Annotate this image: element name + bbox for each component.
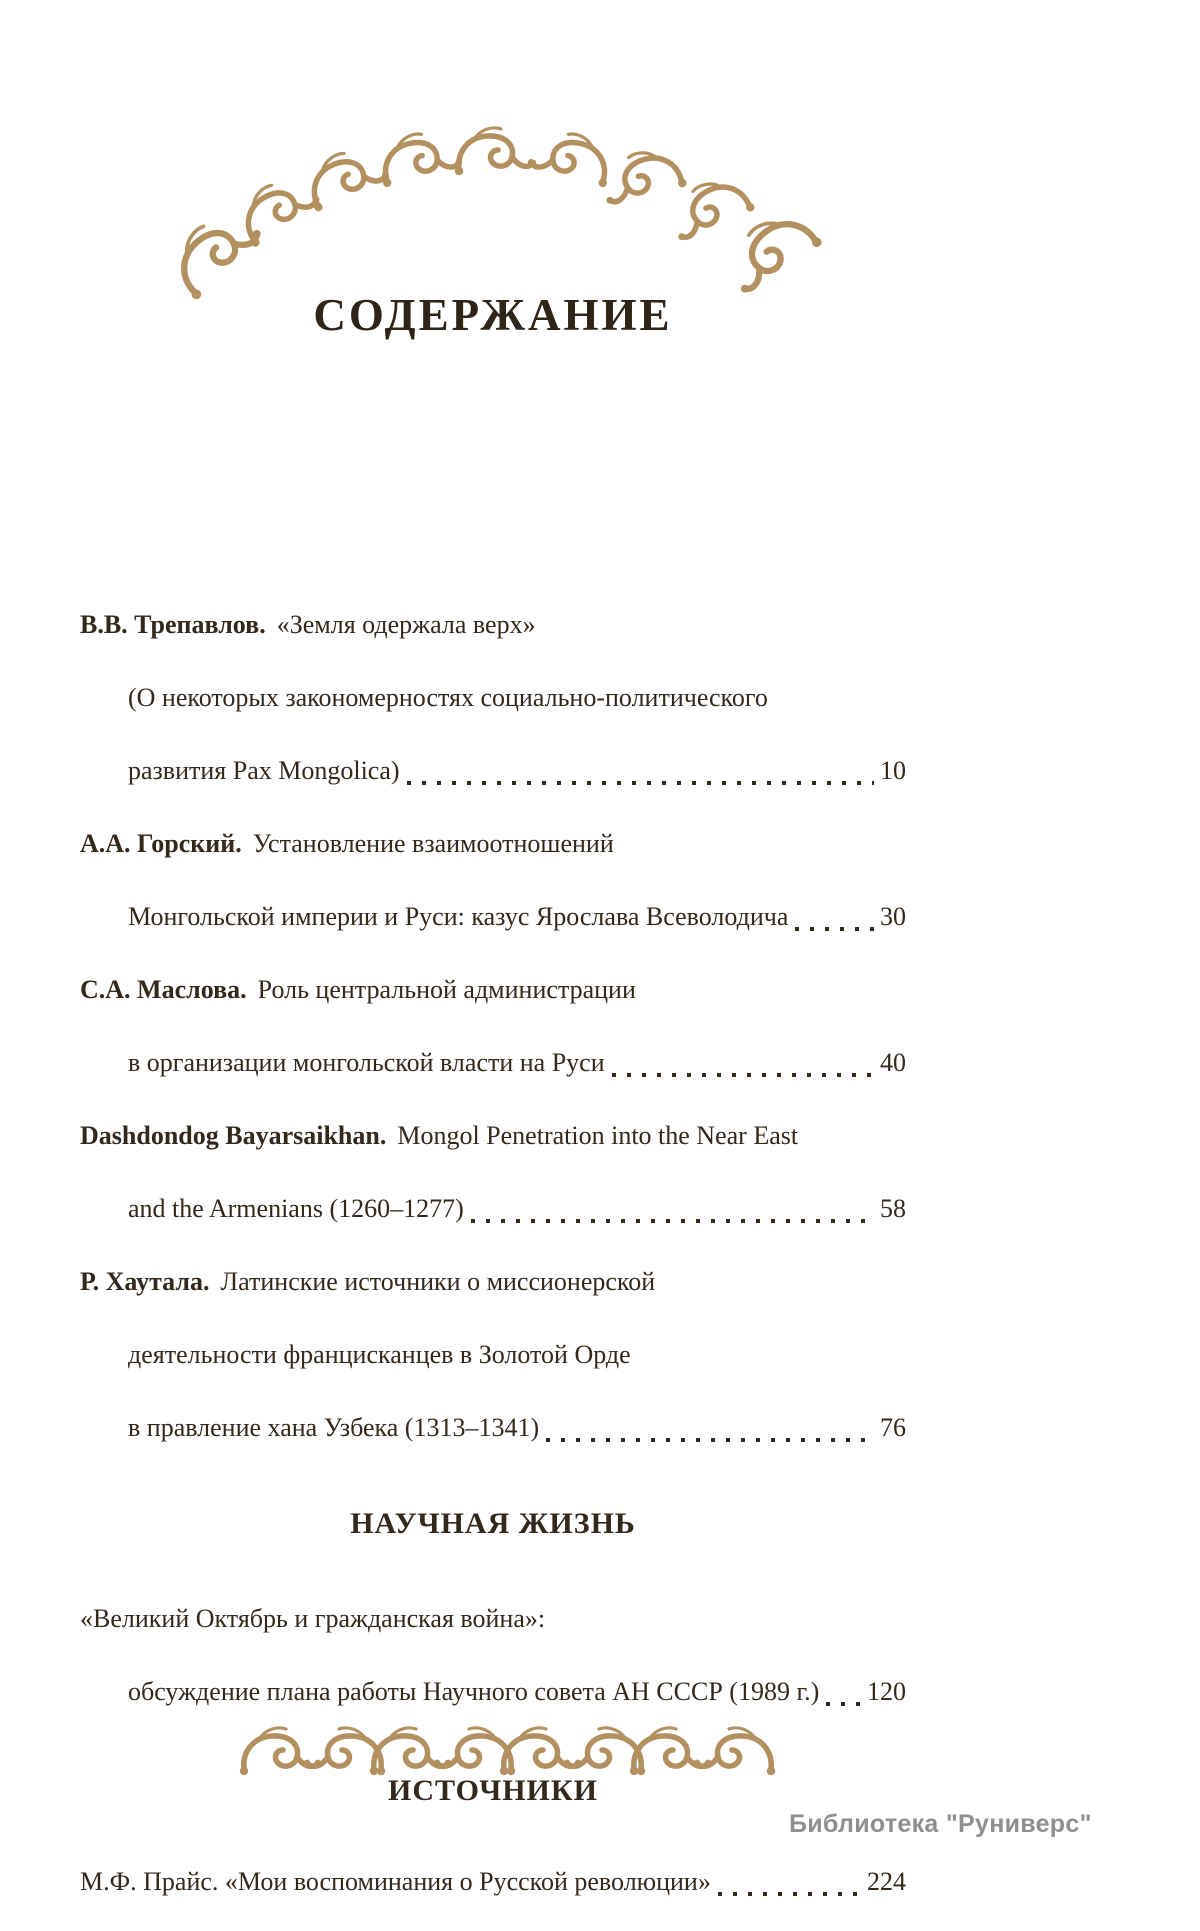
line-text: развития Pax Mongolica) xyxy=(128,756,400,785)
page-number: 120 xyxy=(867,1677,906,1706)
toc-line xyxy=(80,893,906,940)
line-text: в организации монгольской власти на Руси xyxy=(128,1048,605,1077)
toc-line xyxy=(80,820,906,867)
dot-leader xyxy=(795,927,874,931)
page-number: 30 xyxy=(880,902,906,931)
line-text: Роль центральной администрации xyxy=(257,975,636,1004)
line-text: Установление взаимоотношений xyxy=(252,829,614,858)
toc-line xyxy=(80,1185,906,1232)
author-name: Р. Хаутала. xyxy=(80,1267,210,1296)
toc-line xyxy=(80,674,906,721)
toc-entry xyxy=(80,1858,906,1905)
page-number: 40 xyxy=(880,1048,906,1077)
page-number: 58 xyxy=(880,1194,906,1223)
ornament-top-arc xyxy=(0,0,1200,300)
toc-entry xyxy=(80,820,906,940)
toc-entry xyxy=(80,601,906,794)
author-name: Dashdondog Bayarsaikhan. xyxy=(80,1121,387,1150)
dot-leader xyxy=(407,781,874,785)
toc-line xyxy=(80,1595,906,1642)
toc-entry xyxy=(80,1258,906,1451)
line-text: в правление хана Узбека (1313–1341) xyxy=(128,1413,540,1442)
toc-line xyxy=(80,1404,906,1451)
toc-entry xyxy=(80,1595,906,1715)
line-text: Латинские источники о миссионерской xyxy=(220,1267,656,1296)
author-name: В.В. Трепавлов. xyxy=(80,610,266,639)
dot-leader xyxy=(718,1892,861,1896)
line-text: М.Ф. Прайс. «Мои воспоминания о Русской революции» xyxy=(80,1867,711,1896)
line-text: Mongol Penetration into the Near East xyxy=(397,1121,799,1150)
toc-entry xyxy=(80,966,906,1086)
section-heading-science: НАУЧНАЯ ЖИЗНЬ xyxy=(350,1507,636,1540)
toc-line xyxy=(80,1331,906,1378)
author-name: А.А. Горский. xyxy=(80,829,242,858)
toc-line xyxy=(80,1258,906,1305)
page-title: СОДЕРЖАНИЕ xyxy=(313,290,673,340)
line-text: Монгольской империи и Руси: казус Ярослава Всеволодича xyxy=(128,902,789,931)
author-name: С.А. Маслова. xyxy=(80,975,247,1004)
dot-leader xyxy=(546,1438,874,1442)
toc-line xyxy=(80,1858,906,1905)
dot-leader xyxy=(471,1219,874,1223)
toc-line xyxy=(80,1039,906,1086)
ornament-bottom-band xyxy=(0,1700,1200,1810)
page-number: 10 xyxy=(880,756,906,785)
line-text: «Великий Октябрь и гражданская война»: xyxy=(80,1604,546,1633)
line-text: «Земля одержала верх» xyxy=(276,610,536,639)
toc-line xyxy=(80,601,906,648)
watermark-runivers: Библиотека "Руниверс" xyxy=(789,1810,1092,1838)
page-number: 224 xyxy=(867,1867,906,1896)
section-heading-sources: ИСТОЧНИКИ xyxy=(388,1774,598,1807)
toc-line xyxy=(80,966,906,1013)
toc-line xyxy=(80,1112,906,1159)
line-text: деятельности францисканцев в Золотой Орде xyxy=(128,1340,631,1369)
toc-line xyxy=(80,747,906,794)
dot-leader xyxy=(612,1073,874,1077)
page-number: 76 xyxy=(880,1413,906,1442)
toc-entry xyxy=(80,1112,906,1232)
line-text: and the Armenians (1260–1277) xyxy=(128,1194,464,1223)
line-text: (О некоторых закономерностях социально-политического xyxy=(128,683,768,712)
line-text: обсуждение плана работы Научного совета АН СССР (1989 г.) xyxy=(128,1677,820,1706)
